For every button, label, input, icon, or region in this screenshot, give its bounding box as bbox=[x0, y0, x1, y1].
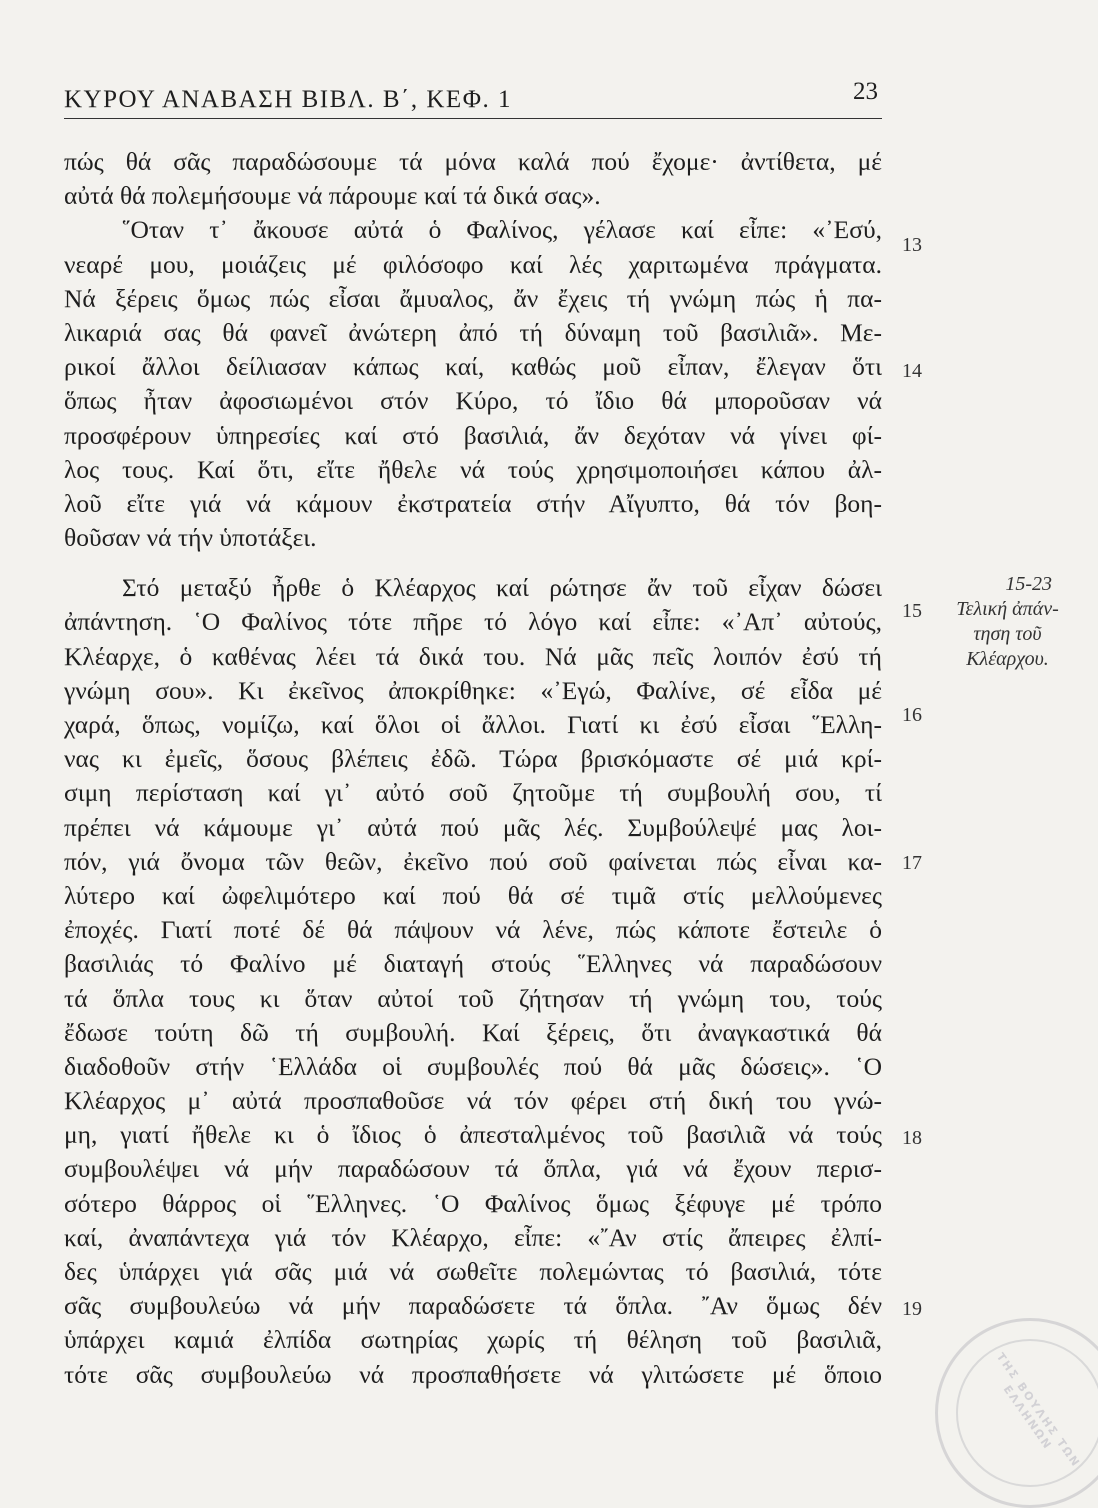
text-line: θοῦσαν νά τήν ὑποτάξει. bbox=[64, 523, 317, 553]
text-line: Στό μεταξύ ἦρθε ὁ Κλέαρχος καί ρώτησε ἄν τοῦ εἶχαν δώσει bbox=[122, 573, 882, 603]
text-line: πόν, γιά ὄνομα τῶν θεῶν, ἐκεῖνο πού σοῦ φαίνεται πώς εἶναι κα- bbox=[64, 846, 882, 876]
text-line: Κλέαρχος μ᾽ αὐτά προσπαθοῦσε νά τόν φέρει στή δική του γνώ- bbox=[64, 1086, 882, 1116]
text-line: ῞Οταν τ᾽ ἄκουσε αὐτά ὁ Φαλίνος, γέλασε καί εἶπε: «᾽Εσύ, bbox=[122, 215, 882, 245]
text-line: πρέπει νά κάμουμε γι᾽ αὐτά πού μᾶς λές. Συμβούλεψέ μας λοι- bbox=[64, 812, 882, 842]
text-line: Κλέαρχε, ὁ καθένας λέει τά δικά του. Νά μᾶς πεῖς λοιπόν ἐσύ τή bbox=[64, 641, 882, 671]
main-text bbox=[64, 145, 882, 1392]
text-line: ἀπάντηση. ῾Ο Φαλίνος τότε πῆρε τό λόγο καί εἶπε: «᾽Απ᾽ αὐτούς, bbox=[64, 607, 882, 637]
text-line: τά ὅπλα τους κι ὅταν αὐτοί τοῦ ζήτησαν τή γνώμη του, τούς bbox=[64, 983, 882, 1013]
section-number: 15 bbox=[902, 600, 922, 622]
text-line: καί, ἀναπάντεχα γιά τόν Κλέαρχο, εἶπε: «῎Αν στίς ἄπειρες ἐλπί- bbox=[64, 1222, 882, 1252]
text-line: προσφέρουν ὑπηρεσίες καί στό βασιλιά, ἄν δεχόταν νά γίνει φί- bbox=[64, 420, 882, 450]
section-number: 19 bbox=[902, 1298, 922, 1320]
text-line: αὐτά θά πολεμήσουμε νά πάρουμε καί τά δικά σας». bbox=[64, 181, 601, 211]
text-line: διαδοθοῦν στήν ῾Ελλάδα οἱ συμβουλές πού θά μᾶς δώσεις». ῾Ο bbox=[64, 1051, 882, 1081]
text-line: λοῦ εἴτε γιά νά κάμουν ἐκστρατεία στήν Αἴγυπτο, θά τόν βοη- bbox=[64, 488, 882, 518]
text-line: βασιλιάς τό Φαλίνο μέ διαταγή στούς ῞Ελληνες νά παραδώσουν bbox=[64, 949, 882, 979]
text-line: δες ὑπάρχει γιά σᾶς μιά νά σωθεῖτε πολεμώντας τό βασιλιά, τότε bbox=[64, 1257, 882, 1286]
text-line: πώς θά σᾶς παραδώσουμε τά μόνα καλά πού ἔχομε· ἀντίθετα, μέ bbox=[64, 147, 882, 176]
paragraph-gap bbox=[64, 555, 882, 571]
text-line: συμβουλέψει νά μήν παραδώσουν τά ὅπλα, γιά νά ἔχουν περισ- bbox=[64, 1154, 882, 1184]
text-line: λύτερο καί ὠφελιμότερο καί πού θά σέ τιμᾶ στίς μελλούμενες bbox=[64, 880, 882, 910]
text-line: νας κι ἐμεῖς, ὅσους βλέπεις ἐδῶ. Τώρα βρισκόμαστε σέ μιά κρί- bbox=[64, 744, 882, 774]
library-stamp bbox=[935, 1318, 1098, 1508]
section-number: 17 bbox=[902, 852, 922, 874]
text-line: ἔδωσε τούτη δῶ τή συμβουλή. Καί ξέρεις, ὅτι ἀναγκαστικά θά bbox=[64, 1017, 882, 1047]
margin-note-line: Κλέαρχου. bbox=[966, 648, 1049, 670]
text-line: μη, γιατί ἤθελε κι ὁ ἴδιος ὁ ἀπεσταλμένος τοῦ βασιλιᾶ νά τούς bbox=[64, 1120, 882, 1150]
text-line: νεαρέ μου, μοιάζεις μέ φιλόσοφο καί λές χαριτωμένα πράγματα. bbox=[64, 249, 882, 279]
section-number: 14 bbox=[902, 360, 922, 382]
text-line: ρικοί ἄλλοι δείλιασαν κάπως καί, καθώς μοῦ εἶπαν, ἔλεγαν ὅτι bbox=[64, 352, 882, 382]
text-line: γνώμη σου». Κι ἐκεῖνος ἀποκρίθηκε: «᾽Εγώ, Φαλίνε, σέ εἶδα μέ bbox=[64, 675, 882, 705]
text-line: λικαριά σας θά φανεῖ ἀνώτερη ἀπό τή δύναμη τοῦ βασιλιᾶ». Με- bbox=[64, 317, 882, 347]
text-line: σιμη περίσταση καί γι᾽ αὐτό σοῦ ζητοῦμε τή συμβουλή σου, τί bbox=[64, 778, 882, 808]
section-number: 13 bbox=[902, 234, 922, 256]
margin-note-line: Τελική ἀπάν- bbox=[956, 598, 1059, 620]
page-number: 23 bbox=[853, 78, 878, 105]
text-line: ὑπάρχει καμιά ἐλπίδα σωτηρίας χωρίς τή θέληση τοῦ βασιλιᾶ, bbox=[64, 1325, 882, 1355]
text-line: χαρά, ὅπως, νομίζω, καί ὅλοι οἱ ἄλλοι. Γιατί κι ἐσύ εἶσαι ῞Ελλη- bbox=[64, 710, 882, 739]
stamp-text: ΤΗΣ ΒΟΥΛΗΣ ΤΩΝ ΕΛΛΗΝΩΝ bbox=[993, 1350, 1083, 1471]
text-line: ἐποχές. Γιατί ποτέ δέ θά πάψουν νά λένε, πώς κάποτε ἔστειλε ὁ bbox=[64, 915, 882, 945]
margin-note bbox=[915, 572, 1098, 672]
text-line: τότε σᾶς συμβουλεύω νά προσπαθήσετε νά γλιτώσετε μέ ὅποιο bbox=[64, 1359, 882, 1389]
text-line: Νά ξέρεις ὅμως πώς εἶσαι ἄμυαλος, ἄν ἔχεις τή γνώμη πώς ἡ πα- bbox=[64, 283, 882, 313]
margin-note-range: 15-23 bbox=[1005, 573, 1052, 595]
running-header bbox=[64, 78, 882, 119]
text-line: ὅπως ἦταν ἀφοσιωμένοι στόν Κύρο, τό ἴδιο θά μποροῦσαν νά bbox=[64, 386, 882, 416]
section-number: 18 bbox=[902, 1127, 922, 1149]
section-number: 16 bbox=[902, 704, 922, 726]
running-title: ΚΥΡΟΥ ΑΝΑΒΑΣΗ ΒΙΒΛ. Β΄, ΚΕΦ. 1 bbox=[64, 86, 512, 113]
text-line: λος τους. Καί ὅτι, εἴτε ἤθελε νά τούς χρησιμοποιήσει κάπου ἀλ- bbox=[64, 454, 882, 484]
margin-note-line: τηση τοῦ bbox=[973, 623, 1042, 645]
text-line: σᾶς συμβουλεύω νά μήν παραδώσετε τά ὅπλα. ῎Αν ὅμως δέν bbox=[64, 1291, 882, 1321]
text-line: σότερο θάρρος οἱ ῞Ελληνες. ῾Ο Φαλίνος ὅμως ξέφυγε μέ τρόπο bbox=[64, 1188, 882, 1218]
